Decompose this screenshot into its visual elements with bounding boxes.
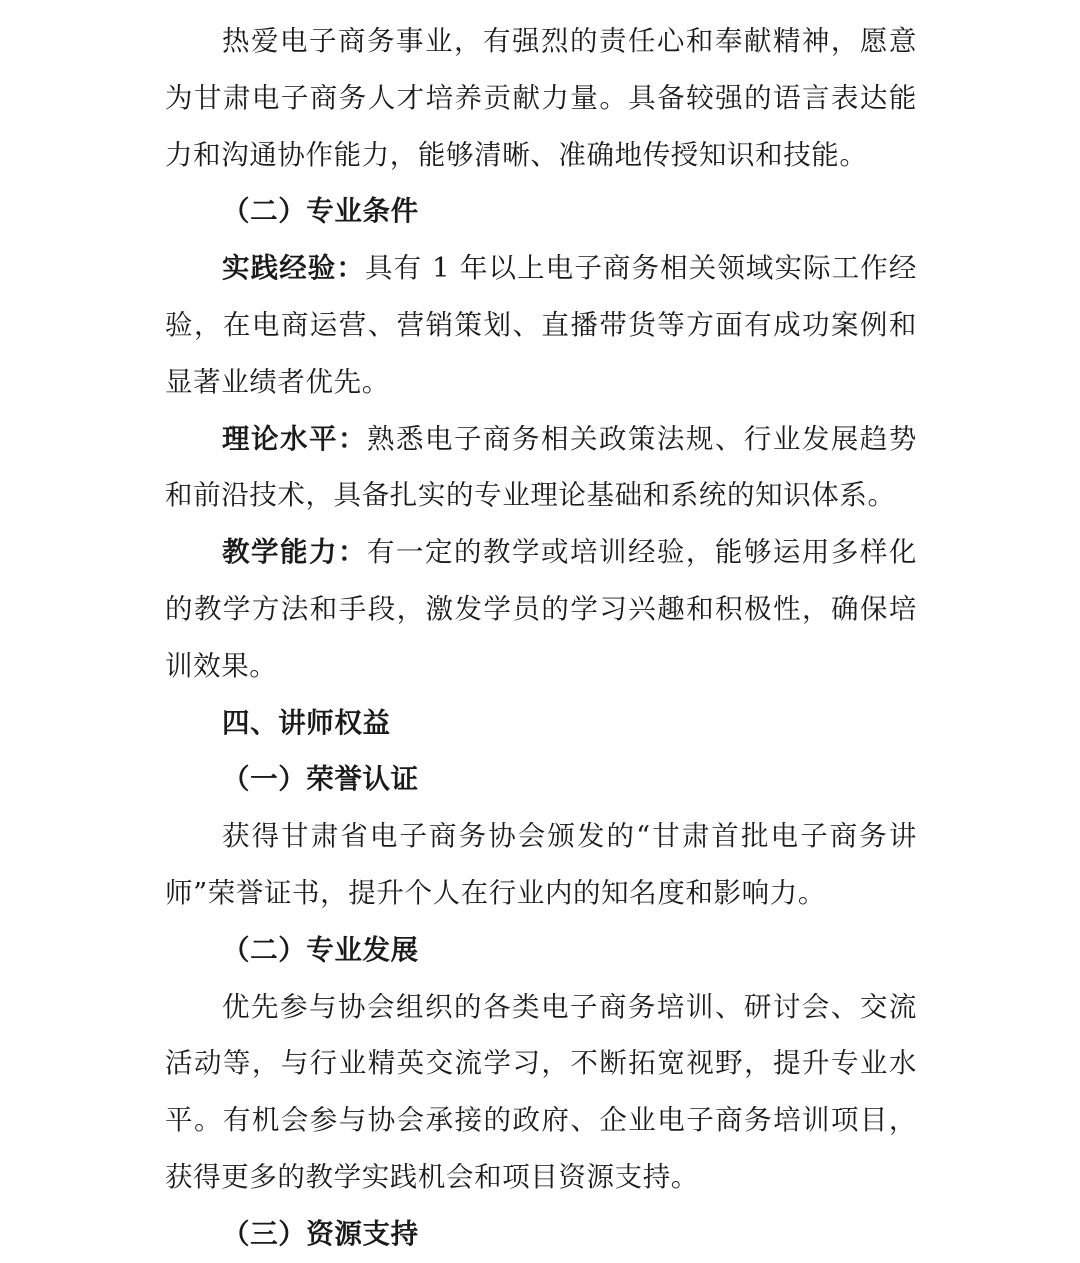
practical-experience-paragraph	[165, 240, 917, 410]
practical-experience-text: 具有 1 年以上电子商务相关领域实际工作经验，在电商运营、营销策划、直播带货等方面有成功案例和显著业绩者优先。	[165, 252, 917, 398]
theory-level-text: 熟悉电子商务相关政策法规、行业发展趋势和前沿技术，具备扎实的专业理论基础和系统的知识体系。	[165, 422, 917, 512]
teaching-ability-paragraph	[165, 524, 917, 694]
professional-development-heading: （二）专业发展	[222, 933, 419, 966]
theory-level-label: 理论水平：	[222, 422, 367, 455]
teaching-ability-label: 教学能力：	[222, 536, 367, 569]
instructor-rights-heading: 四、讲师权益	[222, 706, 391, 739]
theory-level-paragraph	[165, 411, 917, 525]
professional-conditions-heading: （二）专业条件	[222, 195, 419, 228]
honor-certification-paragraph: 获得甘肃省电子商务协会颁发的“甘肃首批电子商务讲师”荣誉证书，提升个人在行业内的知名度和影响力。	[165, 820, 917, 909]
intro-paragraph: 热爱电子商务事业，有强烈的责任心和奉献精神，愿意为甘肃电子商务人才培养贡献力量。具备较强的语言表达能力和沟通协作能力，能够清晰、准确地传授知识和技能。	[165, 25, 917, 171]
resource-support-heading: （三）资源支持	[222, 1217, 419, 1250]
professional-development-paragraph: 优先参与协会组织的各类电子商务培训、研讨会、交流活动等，与行业精英交流学习，不断拓宽视野，提升专业水平。有机会参与协会承接的政府、企业电子商务培训项目，获得更多的教学实践机会和项目资源支持。	[165, 990, 917, 1193]
teaching-ability-text: 有一定的教学或培训经验，能够运用多样化的教学方法和手段，激发学员的学习兴趣和积极性，确保培训效果。	[165, 536, 917, 682]
document-body	[165, 13, 917, 1263]
practical-experience-label: 实践经验：	[222, 252, 365, 285]
honor-certification-heading: （一）荣誉认证	[222, 763, 419, 796]
